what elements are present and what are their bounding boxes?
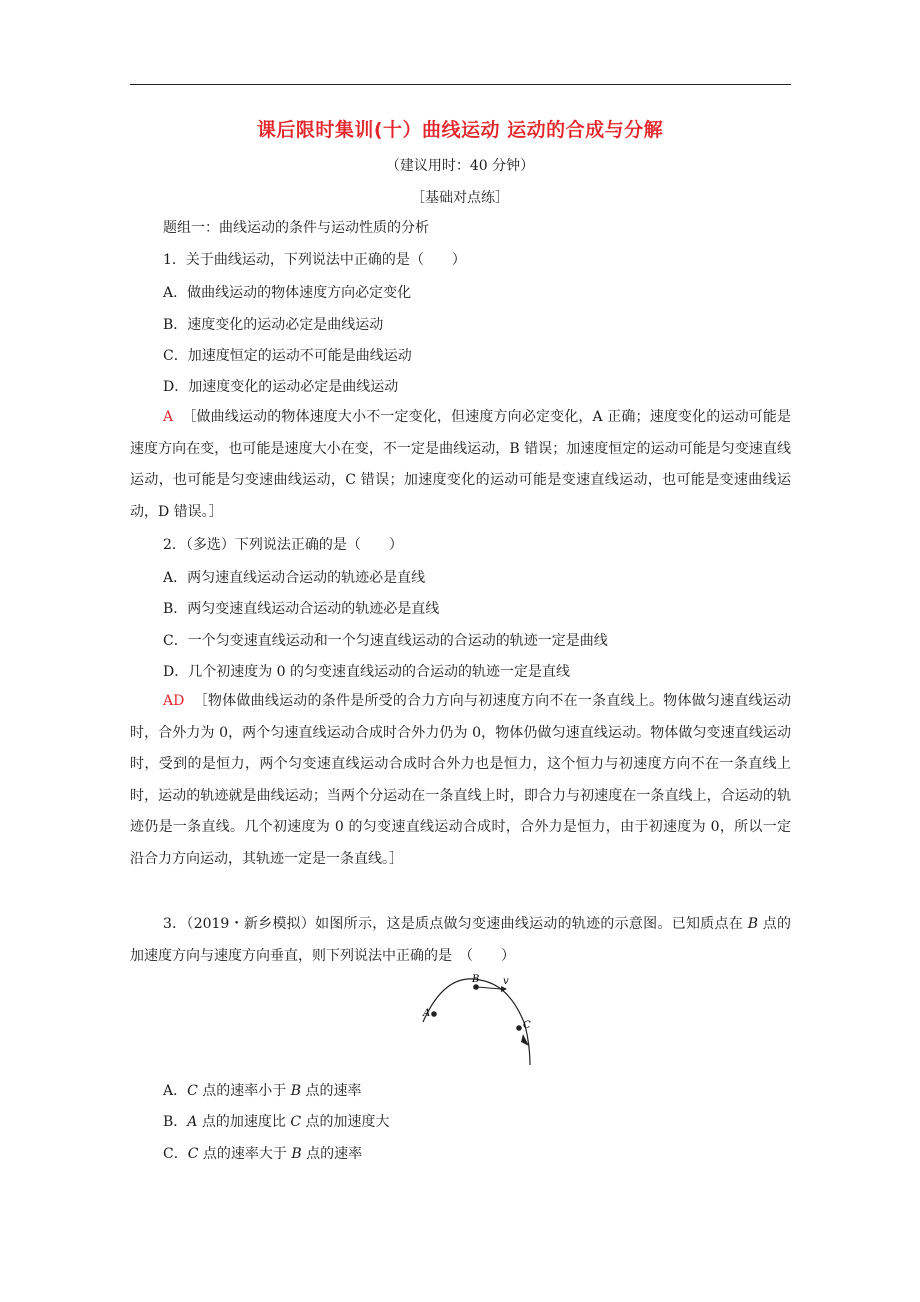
label-c: C (523, 1020, 531, 1031)
q2-explanation (130, 686, 791, 875)
q3-a-mid: 点的速率小于 (197, 1083, 291, 1099)
q3-stem-var: B (747, 916, 759, 932)
label-b: B (472, 974, 480, 985)
q3-a-v1: C (187, 1083, 198, 1099)
q3-c-mid: 点的速率大于 (198, 1146, 292, 1162)
q1-option-c: C．加速度恒定的运动不可能是曲线运动 (163, 348, 412, 364)
q3-c-post: 点的速率 (301, 1146, 363, 1162)
q3-b-mid: 点的加速度比 (197, 1114, 291, 1130)
q1-explanation (130, 402, 791, 528)
q3-b-pre: B． (163, 1114, 188, 1130)
q3-option-a (163, 1080, 362, 1100)
q3-stem-pre: 3．（2019・新乡模拟）如图所示，这是质点做匀变速曲线运动的轨迹的示意图。已知质点在 (163, 916, 748, 932)
point-c (516, 1025, 522, 1031)
q3-b-v1: A (187, 1114, 198, 1130)
label-v: v (503, 976, 509, 987)
q3-a-post: 点的速率 (301, 1083, 362, 1099)
q2-option-a: A．两匀速直线运动合运动的轨迹必是直线 (163, 570, 426, 586)
q2-option-c: C．一个匀变速直线运动和一个匀速直线运动的合运动的轨迹一定是曲线 (163, 633, 608, 649)
section-heading: ［基础对点练］ (411, 190, 509, 206)
trajectory-curve (423, 979, 530, 1065)
q3-a-v2: B (290, 1083, 302, 1099)
q1-option-b: B．速度变化的运动必定是曲线运动 (163, 317, 384, 333)
q3-stem (130, 909, 791, 972)
q3-option-c (163, 1143, 362, 1163)
q3-a-pre: A． (163, 1083, 188, 1099)
q3-option-b (163, 1111, 390, 1131)
q3-stem-post: 点的加速度方向与速度方向垂直，则下列说法中正确的是 （ ） (130, 916, 792, 964)
q1-stem: 1．关于曲线运动，下列说法中正确的是（ ） (163, 252, 466, 268)
q2-option-d: D．几个初速度为 0 的匀变速直线运动的合运动的轨迹一定是直线 (163, 664, 571, 680)
label-a: A (423, 1008, 431, 1019)
q3-c-v1: C (187, 1146, 199, 1162)
q1-option-d: D．加速度变化的运动必定是曲线运动 (163, 379, 399, 395)
q3-c-pre: C． (163, 1146, 188, 1162)
q2-explanation-text: ［物体做曲线运动的条件是所受的合力方向与初速度方向不在一条直线上。物体做匀速直线运动时，合外力为 0，两个匀速直线运动合成时合外力仍为 0，物体仍做匀速直线运动。物体做匀变速直线运动时，受到的是恒力，两个匀变速直线运动合成时合外力也是恒力，这个恒力与初速度方向不在一条直线上时，运动的轨迹就是曲线运动；当两个分运动在一条直线上时，即合力与初速度在一条直线上，合运动的轨迹仍是一条直线。几个初速度为 0 的匀变速直线运动合成时，合外力是恒力，由于初速度为 0，所以一定沿合力方向运动，其轨迹一定是一条直线。］ (130, 693, 791, 867)
page-title: 课后限时集训(十）曲线运动 运动的合成与分解 (256, 119, 664, 141)
q1-option-a: A．做曲线运动的物体速度方向必定变化 (163, 285, 412, 301)
q3-b-post: 点的加速度大 (301, 1114, 390, 1130)
group-heading: 题组一：曲线运动的条件与运动性质的分析 (163, 220, 429, 236)
q3-b-v2: C (290, 1114, 302, 1130)
q2-stem: 2．（多选）下列说法正确的是（ ） (163, 537, 403, 553)
point-a (431, 1011, 437, 1017)
q2-answer: AD (163, 693, 185, 709)
point-b (473, 984, 479, 990)
q1-explanation-text: ［做曲线运动的物体速度大小不一定变化，但速度方向必定变化，A 正确；速度变化的运动可能是速度方向在变，也可能是速度大小在变，不一定是曲线运动，B 错误；加速度恒定的运动可能是匀变速直线运动，也可能是匀变速曲线运动，C 错误；加速度变化的运动可能是变速直线运动，也可能是变速曲线运动，D 错误。］ (130, 409, 792, 520)
header-rule (130, 84, 791, 85)
q2-option-b: B．两匀变速直线运动合运动的轨迹必是直线 (163, 601, 440, 617)
time-hint: （建议用时：40 分钟） (385, 158, 535, 174)
q1-answer: A (163, 409, 174, 425)
q3-c-v2: B (291, 1146, 302, 1162)
trajectory-figure (415, 970, 545, 1070)
